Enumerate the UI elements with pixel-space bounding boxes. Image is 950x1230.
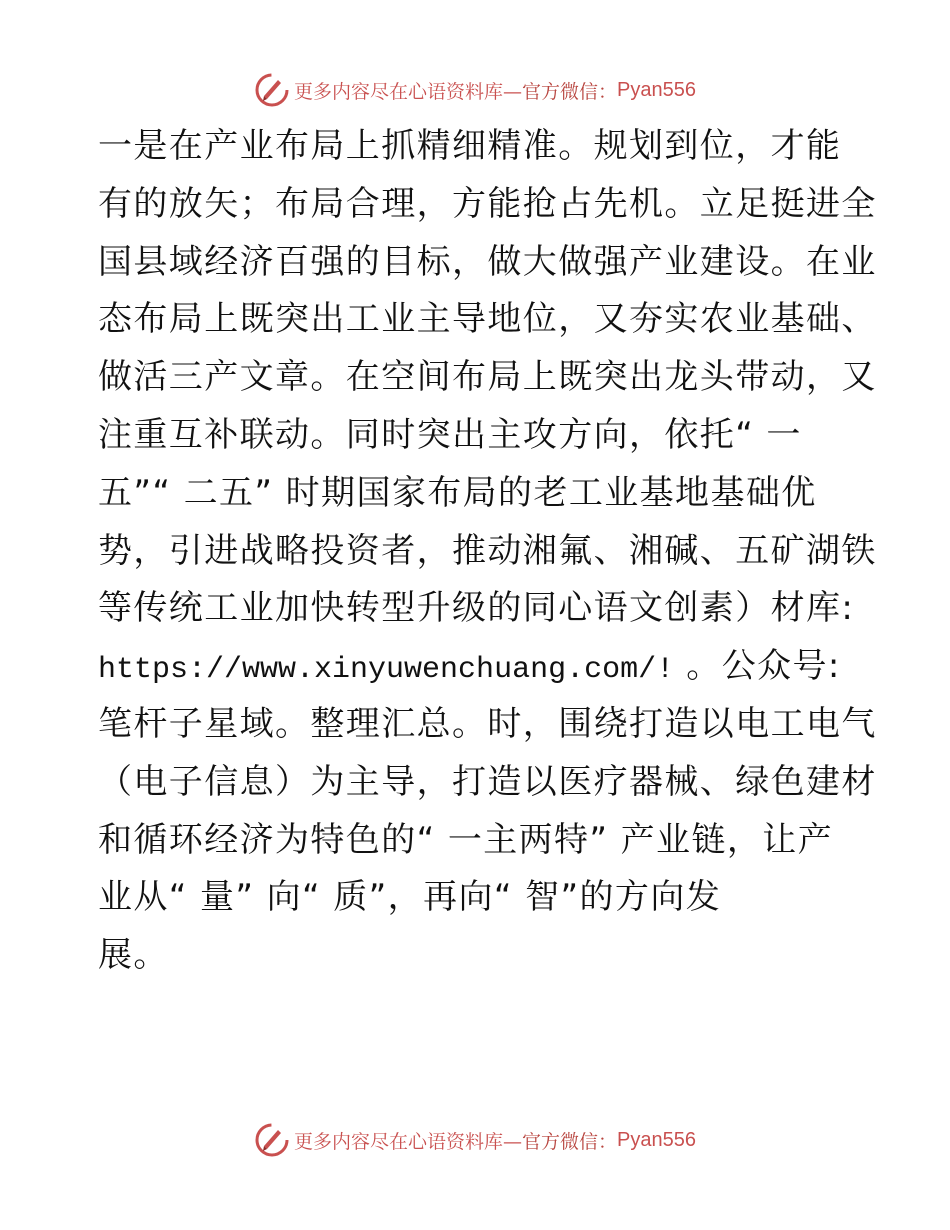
body-line-7: 五”“ 二五” 时期国家布局的老工业基地基础优 xyxy=(98,472,817,513)
header-wechat-id: Pyan556 xyxy=(617,78,696,101)
footer-banner xyxy=(0,1120,950,1160)
footer-wechat-label: 官方微信： xyxy=(522,1130,618,1153)
header-banner xyxy=(0,70,950,110)
body-line-1: 一是在产业布局上抓精细精准。规划到位，才能 xyxy=(98,126,842,166)
footer-banner-text: 更多内容尽在心语资料库— xyxy=(294,1130,523,1153)
body-line-14: 业从“ 量” 向“ 质”，再向“ 智”的方向发 xyxy=(98,877,722,918)
body-line-11: 笔杆子星域。整理汇总。时，围绕打造以电工电气 xyxy=(98,703,877,744)
body-line-15: 展。 xyxy=(98,935,169,976)
document-body xyxy=(98,118,877,985)
body-line-9: 等传统工业加快转型升级的同心语文创素）材库: xyxy=(98,588,855,629)
body-line-url xyxy=(98,638,858,696)
body-line-8: 势，引进战略投资者，推动湘氟、湘碱、五矿湖铁 xyxy=(98,530,877,571)
brand-logo-icon xyxy=(254,1122,290,1158)
brand-logo-icon xyxy=(254,72,290,108)
header-banner-text: 更多内容尽在心语资料库— xyxy=(294,80,523,103)
body-line-3: 国县域经济百强的目标，做大做强产业建设。在业 xyxy=(98,241,877,282)
body-line-4: 态布局上既突出工业主导地位，又夯实农业基础、 xyxy=(98,299,877,340)
source-url: https://www.xinyuwenchuang.com/! xyxy=(98,653,675,688)
body-line-2: 有的放矢；布局合理，方能抢占先机。立足挺进全 xyxy=(98,183,877,224)
body-line-12: （电子信息）为主导，打造以医疗器械、绿色建材 xyxy=(98,761,877,802)
header-wechat-label: 官方微信： xyxy=(522,80,618,103)
body-line-6: 注重互补联动。同时突出主攻方向，依托“ 一 xyxy=(98,414,802,455)
body-line-5: 做活三产文章。在空间布局上既突出龙头带动，又 xyxy=(98,357,877,398)
body-line-13: 和循环经济为特色的“ 一主两特” 产业链，让产 xyxy=(98,819,834,860)
source-url-suffix: 。公众号: xyxy=(674,646,841,687)
footer-wechat-id: Pyan556 xyxy=(617,1128,696,1151)
